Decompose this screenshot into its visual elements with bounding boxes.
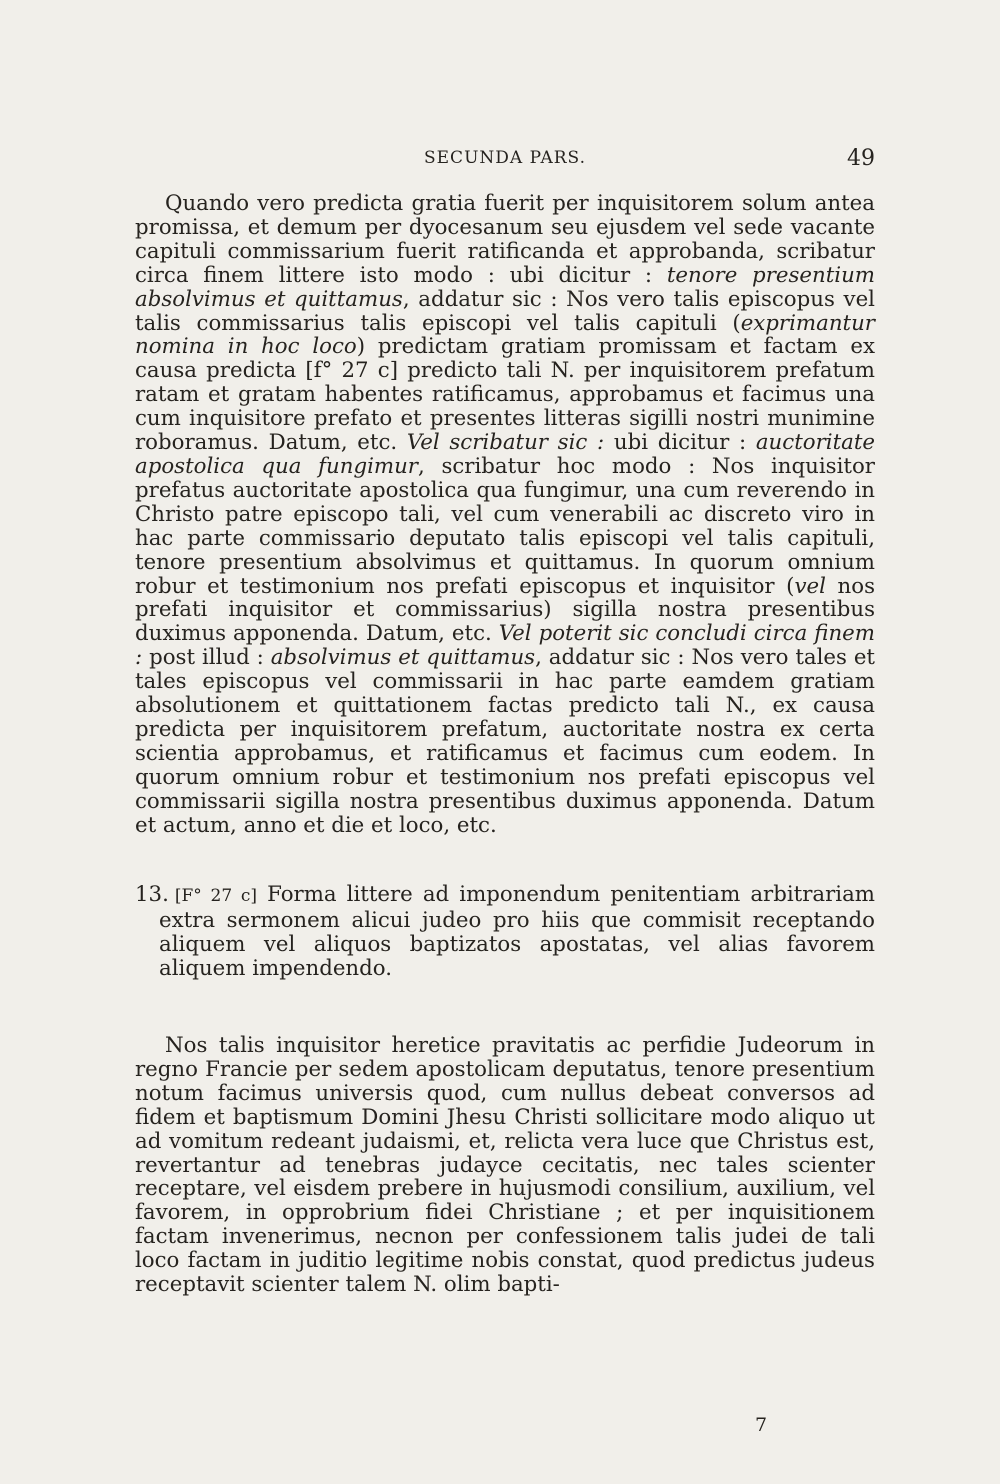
- section-heading-13: [135, 883, 875, 981]
- paragraph-inquisitor-letter: [135, 1034, 875, 1297]
- text-segment: ubi dicitur :: [604, 430, 756, 456]
- paragraph-text: [135, 192, 875, 837]
- section-number: 13.: [135, 882, 169, 907]
- italic-phrase: auctoritate apostolica qua fungimur: [135, 430, 875, 479]
- running-head: SECUNDA PARS.: [424, 148, 586, 168]
- signature-mark: 7: [755, 1414, 768, 1436]
- text-segment: , scribatur hoc modo : Nos inquisitor prefatus auctoritate apostolica qua fungimur, una cum reverendo in Christo patre episcopo tali, vel cum venerabili ac discreto viro in hac parte commissario deputato talis episcopi vel talis capituli, tenore presentium absolvimus et quittamus. In quorum omnium robur et testimonium nos prefati episcopus et inquisitor (: [135, 453, 875, 599]
- text-segment: Quando vero predicta gratia fuerit per inquisitorem solum antea promissa, et demum per dyocesanum seu ejusdem vel sede vacante capituli commissarium fuerit ratificanda et approbanda, scribatur circa finem littere isto modo : ubi dicitur :: [135, 191, 875, 288]
- section-heading-text: [135, 883, 875, 981]
- section-title: Forma littere ad imponendum penitentiam arbitrariam extra sermonem alicui judeo pro hiis que commisit receptando aliquem vel aliquos baptizatos apostatas, vel alias favorem aliquem impendendo.: [159, 882, 875, 981]
- italic-phrase: Vel poterit sic concludi circa finem :: [135, 621, 875, 671]
- italic-phrase: absolvimus et quittamus: [270, 645, 536, 671]
- text-segment: nos prefati inquisitor et commissarius) sigilla nostra presentibus duximus apponenda. Datum, etc.: [135, 573, 875, 647]
- paragraph-gratia-ratification: [135, 192, 875, 837]
- italic-phrase: exprimantur nomina in hoc loco: [135, 310, 875, 360]
- page-header: [135, 148, 875, 178]
- italic-phrase: vel: [794, 573, 826, 599]
- text-segment: , addatur sic : Nos vero tales et tales episcopus vel commissarii in hac parte eamdem gratiam absolutionem et quittationem factas predicto tali N., ex causa predicta per inquisitorem prefatum, auctoritate nostra ex certa scientia approbamus, et ratificamus et facimus cum eodem. In quorum omnium robur et testimonium nos prefati episcopus vel commissarii sigilla nostra presentibus duximus apponenda. Datum et actum, anno et die et loco, etc.: [135, 645, 875, 838]
- italic-phrase: tenore presentium absolvimus et quittamus: [135, 262, 876, 312]
- italic-phrase: Vel scribatur sic :: [406, 430, 605, 456]
- text-segment: , addatur sic : Nos vero talis episcopus vel talis commissarius talis episcopi vel talis capituli (: [135, 286, 875, 336]
- text-segment: ) predictam gratiam promissam et factam ex causa predicta [f° 27 c] predicto tali N. per inquisitorem prefatum ratam et gratam habentes ratificamus, approbamus et facimus una cum inquisitore prefato et presentes litteras sigilli nostri munimine roboramus. Datum, etc.: [135, 334, 875, 456]
- page-number: 49: [847, 146, 875, 171]
- folio-reference: [F° 27 c]: [174, 886, 257, 906]
- paragraph-text: Nos talis inquisitor heretice pravitatis ac perfidie Judeorum in regno Francie per sedem apostolicam deputatus, tenore presentium notum facimus universis quod, cum nullus debeat conversos ad fidem et baptismum Domini Jhesu Christi sollicitare modo aliquo ut ad vomitum redeant judaismi, et, relicta vera luce que Christus est, revertantur ad tenebras judayce cecitatis, nec tales scienter receptare, vel eisdem prebere in hujusmodi consilium, auxilium, vel favorem, in opprobrium fidei Christiane ; et per inquisitionem factam invenerimus, necnon per confessionem talis judei de tali loco factam in juditio legitime nobis constat, quod predictus judeus receptavit scienter talem N. olim bapti-: [135, 1033, 875, 1298]
- text-segment: post illud :: [142, 645, 271, 671]
